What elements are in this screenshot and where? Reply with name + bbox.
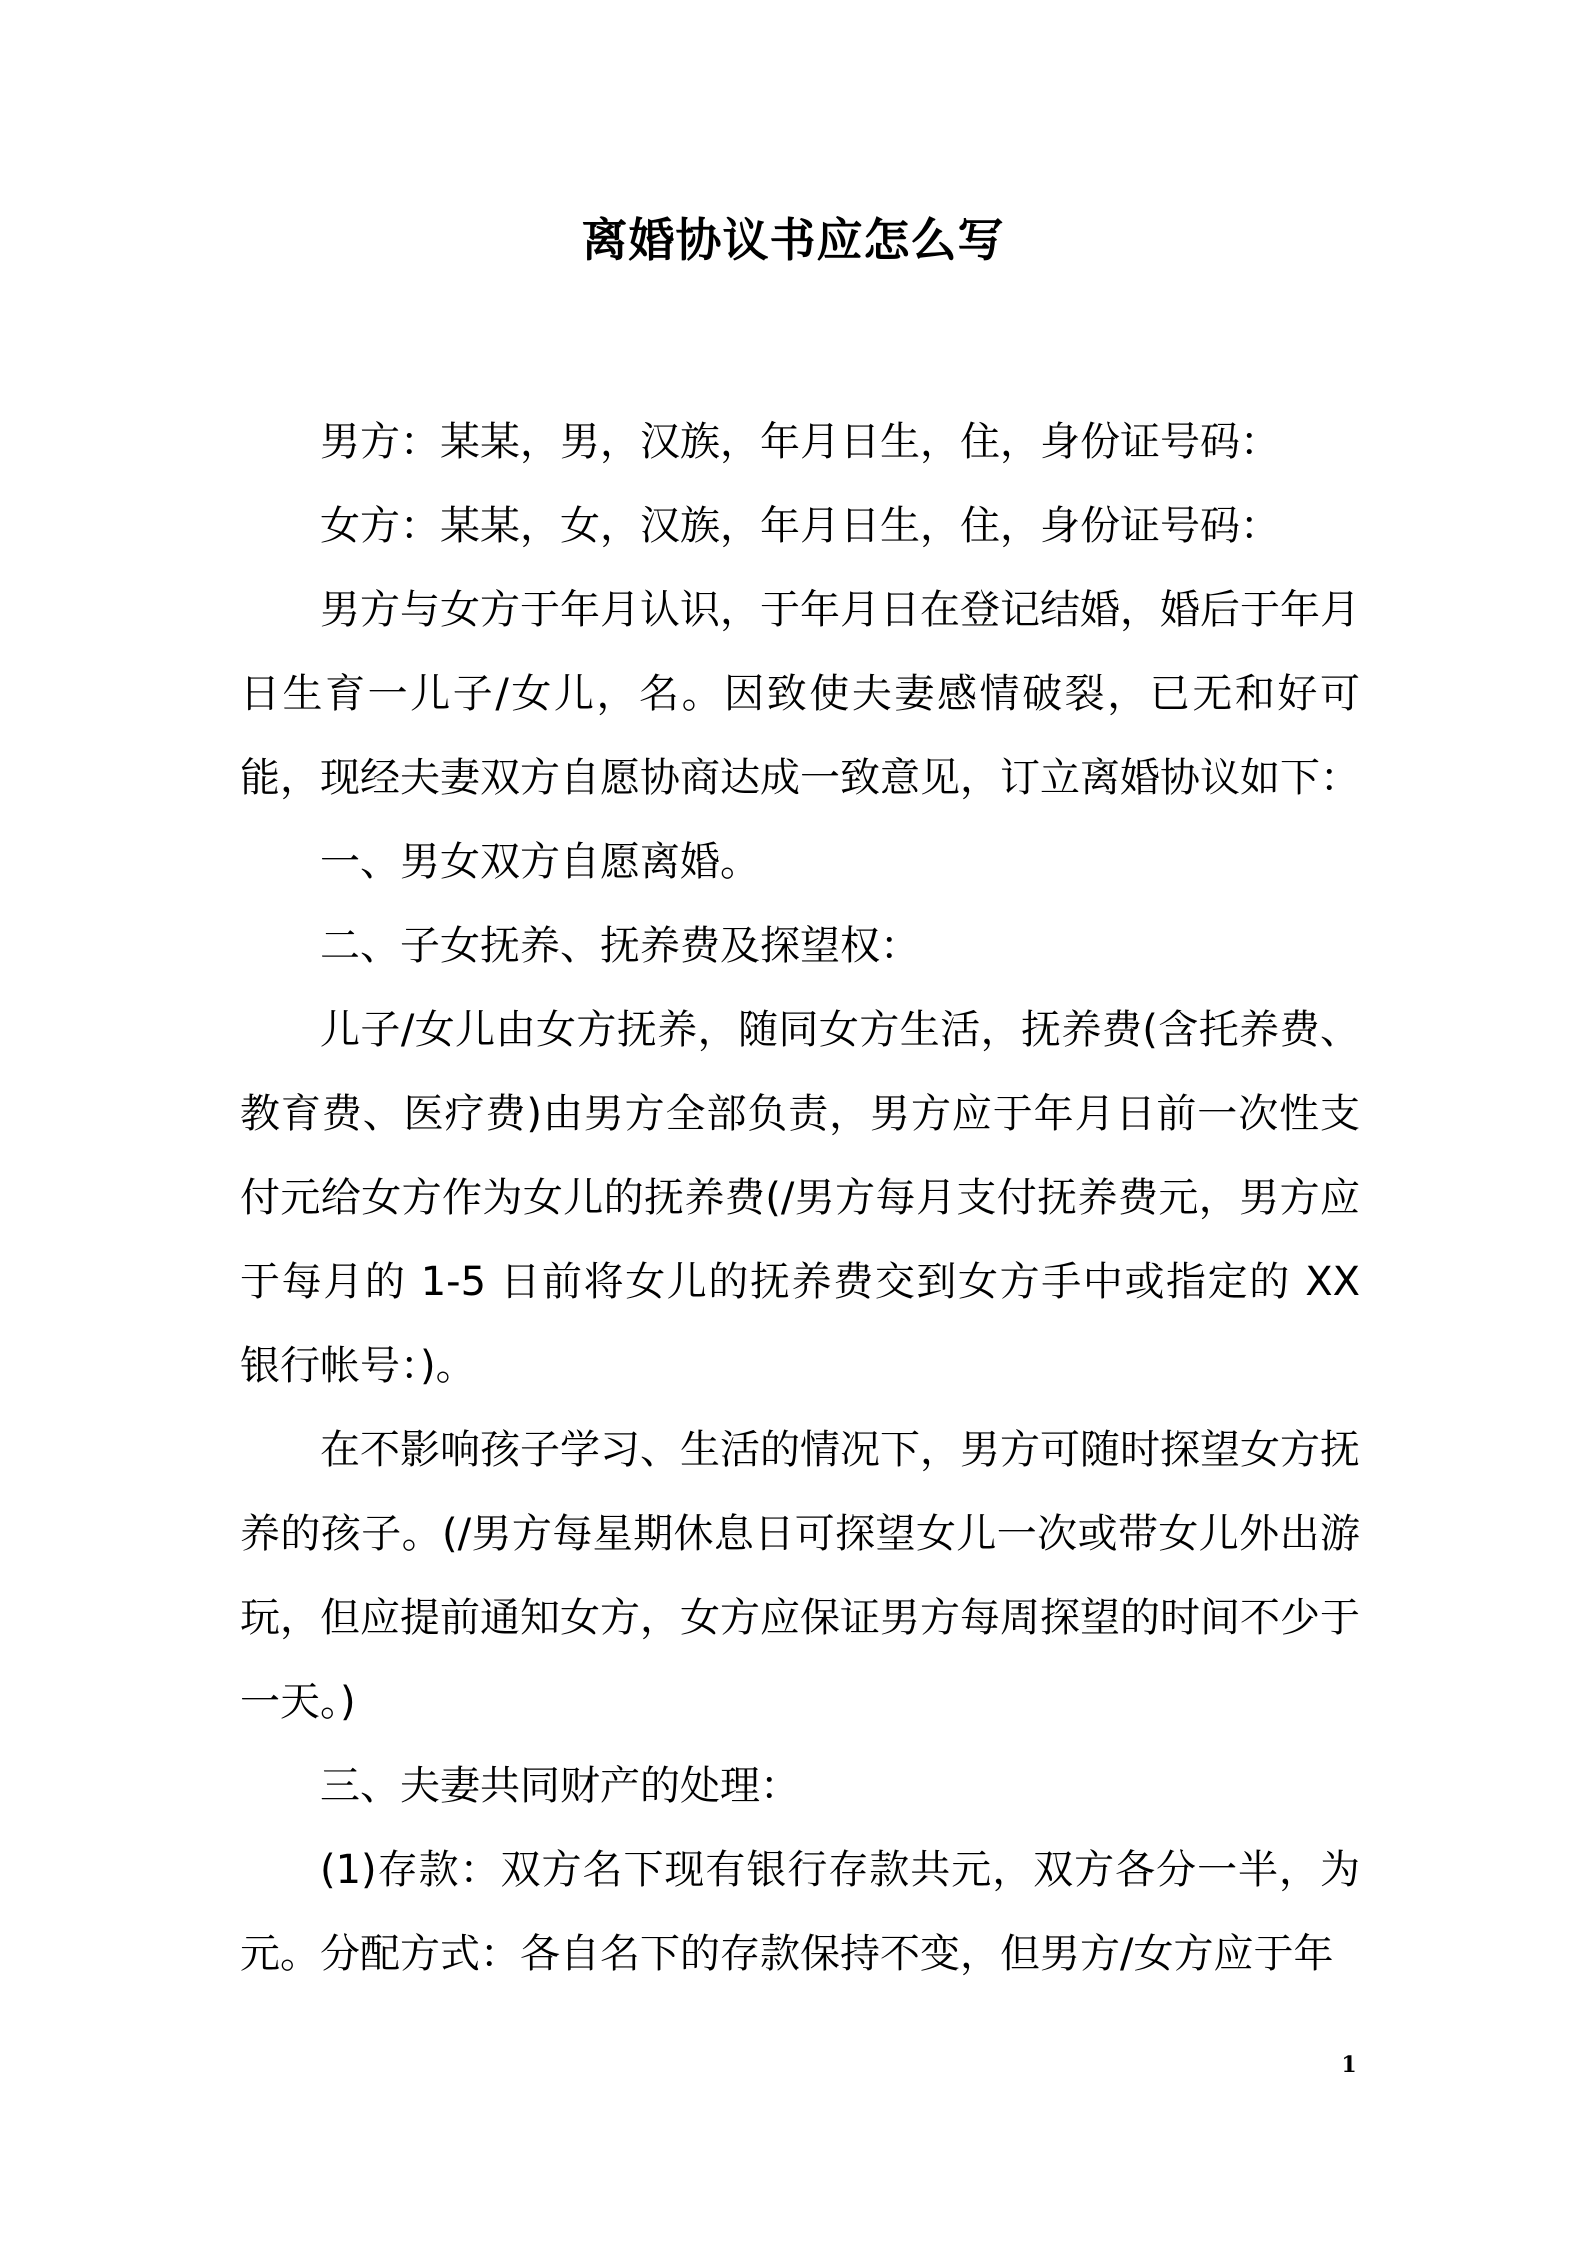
paragraph-clause-three-heading: 三、夫妻共同财产的处理： <box>320 1763 800 1809</box>
paragraph-clause-one: 一、男女双方自愿离婚。 <box>320 839 760 885</box>
paragraph-background: 男方与女方于年月认识，于年月日在登记结婚，婚后于年月日生育一儿子/女儿，名。因致使夫妻感情破裂，已无和好可能，现经夫妻双方自愿协商达成一致意见，订立离婚协议如下： <box>240 587 1360 801</box>
page-number: 1 <box>1341 2052 1357 2078</box>
document-body <box>240 400 1360 1996</box>
paragraph-savings: (1)存款：双方名下现有银行存款共元，双方各分一半，为元。分配方式：各自名下的存款保持不变，但男方/女方应于年 <box>240 1847 1360 1977</box>
paragraph-male-party: 男方：某某，男，汉族，年月日生，住，身份证号码： <box>320 419 1280 465</box>
paragraph-child-custody: 儿子/女儿由女方抚养，随同女方生活，抚养费(含托养费、教育费、医疗费)由男方全部负责，男方应于年月日前一次性支付元给女方作为女儿的抚养费(/男方每月支付抚养费元，男方应于每月的 1-5 日前将女儿的抚养费交到女方手中或指定的 XX 银行帐号：)。 <box>240 1007 1360 1389</box>
paragraph-clause-two-heading: 二、子女抚养、抚养费及探望权： <box>320 923 920 969</box>
document-title: 离婚协议书应怎么写 <box>581 213 1005 267</box>
paragraph-female-party: 女方：某某，女，汉族，年月日生，住，身份证号码： <box>320 503 1280 549</box>
paragraph-visitation: 在不影响孩子学习、生活的情况下，男方可随时探望女方抚养的孩子。(/男方每星期休息日可探望女儿一次或带女儿外出游玩，但应提前通知女方，女方应保证男方每周探望的时间不少于一天。) <box>240 1427 1360 1725</box>
